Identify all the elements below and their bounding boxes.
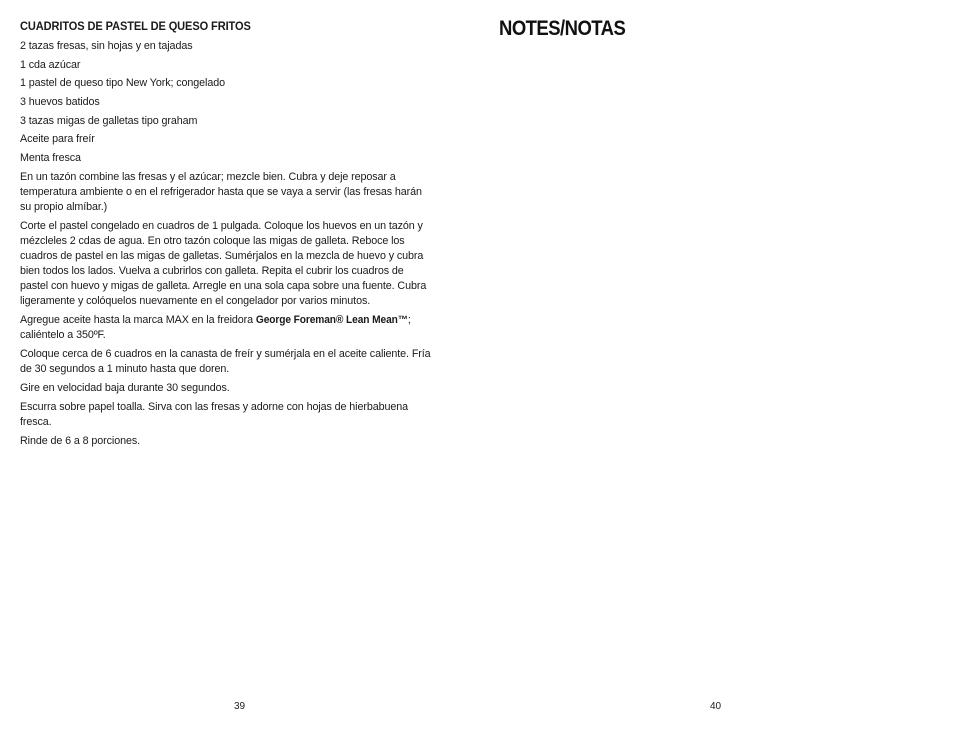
page-number-right: 40 xyxy=(710,701,722,712)
ingredient-item: 1 cda azúcar xyxy=(20,58,81,71)
page-number-left: 39 xyxy=(234,701,246,712)
instruction-step-oil xyxy=(20,313,433,343)
instruction-step: Corte el pastel congelado en cuadros de 1 pulgada. Coloque los huevos en un tazón y mézcleles 2 cdas de agua. En otro tazón coloque las migas de galleta. Reboce los cuadros de pastel en las migas de galletas. Sumérjalos en la mezcla de huevo y cubra bien todos los lados. Vuelva a cubrirlos con galleta. Repita el cubrir los cuadros de pastel con huevo y migas de galleta. Arregle en una sola capa sobre una fuente. Cubra ligeramente y colóquelos nuevamente en el congelador por varios minutos. xyxy=(20,219,427,307)
ingredient-item: 3 tazas migas de galletas tipo graham xyxy=(20,114,198,127)
ingredient-item: 1 pastel de queso tipo New York; congelado xyxy=(20,77,225,90)
brand-name: George Foreman® Lean Mean™ xyxy=(255,313,408,326)
ingredient-item: 2 tazas fresas, sin hojas y en tajadas xyxy=(20,40,193,52)
instruction-step: Escurra sobre papel toalla. Sirva con las fresas y adorne con hojas de hierbabuena fresca. xyxy=(20,400,408,428)
instruction-step: En un tazón combine las fresas y el azúcar; mezcle bien. Cubra y deje reposar a temperatura ambiente o en el refrigerador hasta que se vaya a servir (las fresas harán su propio almíbar.) xyxy=(20,170,422,213)
instruction-step: Gire en velocidad baja durante 30 segundos. xyxy=(20,381,230,394)
servings-note: Rinde de 6 a 8 porciones. xyxy=(20,434,140,447)
ingredients-list xyxy=(20,39,433,166)
recipe-title: CUADRITOS DE PASTEL DE QUESO FRITOS xyxy=(20,21,251,33)
oil-step-text: Agregue aceite hasta la marca MAX en la freidora xyxy=(20,313,256,326)
notes-title: NOTES/NOTAS xyxy=(499,17,626,40)
ingredient-item: Aceite para freír xyxy=(20,133,95,146)
ingredient-item: 3 huevos batidos xyxy=(20,96,100,109)
ingredient-item: Menta fresca xyxy=(20,152,81,165)
instructions xyxy=(20,170,433,449)
left-page xyxy=(20,20,433,453)
oil-step-temp: ; caliéntelo a 350ºF. xyxy=(20,313,411,341)
instruction-step: Coloque cerca de 6 cuadros en la canasta de freír y sumérjala en el aceite caliente. Fría de 30 segundos a 1 minuto hasta que doren. xyxy=(20,347,431,375)
